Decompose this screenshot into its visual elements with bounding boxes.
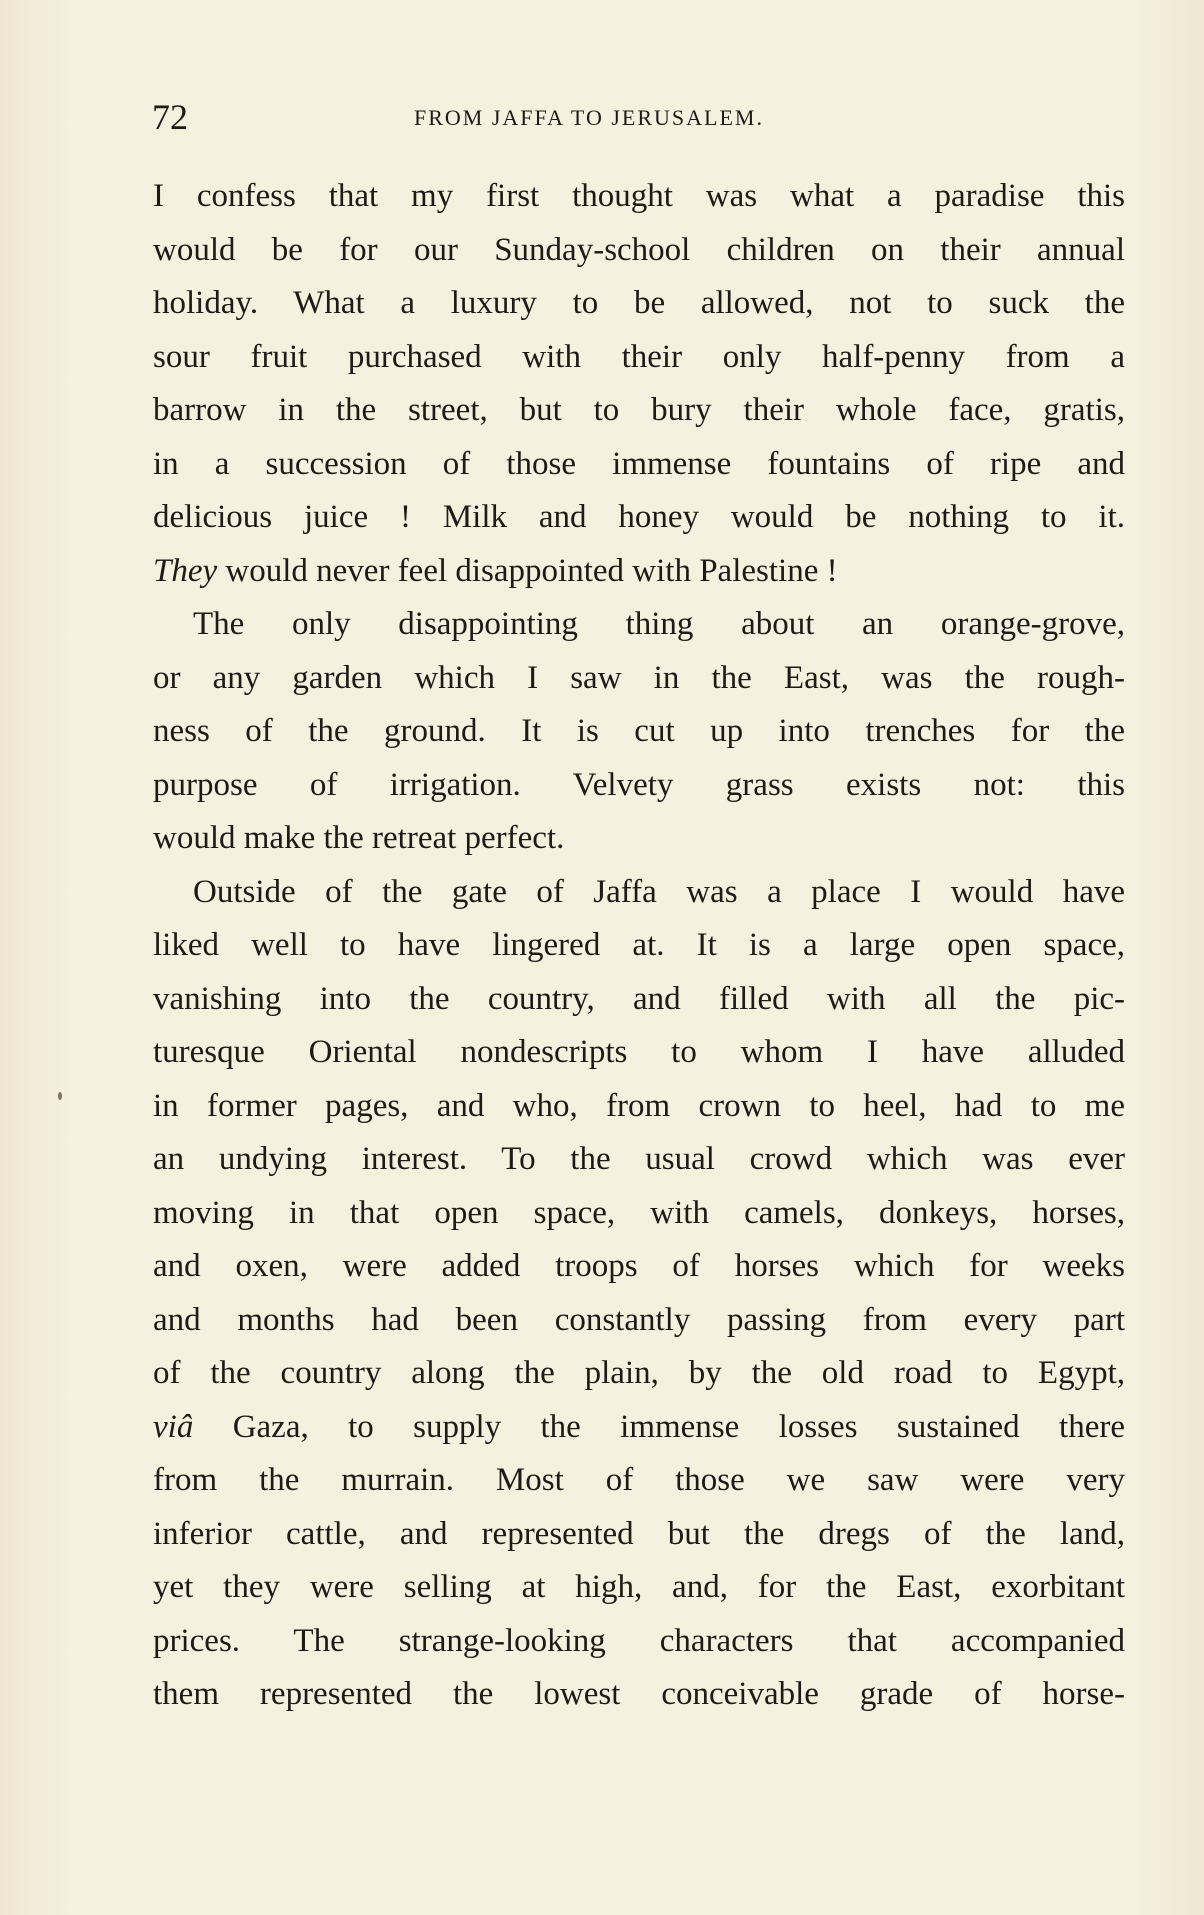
page-header [152,92,1122,142]
text-line: The only disappointing thing about an orange-grove, [193,606,1125,642]
text-line: vanishing into the country, and filled with all the pic- [153,980,1125,1017]
text-line: Outside of the gate of Jaffa was a place I would have [193,873,1125,910]
text-line: barrow in the street, but to bury their whole face, gratis, [153,392,1125,428]
text-line: viâ Gaza, to supply the immense losses sustained there [153,1408,1125,1445]
text-line: and oxen, were added troops of horses which for weeks [153,1248,1125,1284]
text-line: turesque Oriental nondescripts to whom I have alluded [153,1034,1125,1070]
text-line: holiday. What a luxury to be allowed, not to suck the [153,285,1125,321]
text-line: in former pages, and who, from crown to heel, had to me [153,1087,1125,1124]
text-line: in a succession of those immense fountains of ripe and [153,445,1125,482]
italic-word: viâ [153,1408,194,1445]
text-line: delicious juice ! Milk and honey would be nothing to it. [153,499,1125,535]
text-line: They would never feel disappointed with Palestine ! [153,552,838,589]
text-line: yet they were selling at high, and, for the East, exorbitant [153,1569,1125,1605]
text-line: I confess that my first thought was what a paradise this [153,178,1125,214]
text-line: would make the retreat perfect. [153,820,565,856]
text-line: them represented the lowest conceivable grade of horse- [153,1676,1125,1712]
text-line: of the country along the plain, by the old road to Egypt, [153,1355,1125,1391]
text-line: sour fruit purchased with their only half-penny from a [153,338,1125,375]
text-line: moving in that open space, with camels, donkeys, horses, [153,1194,1125,1231]
ink-speck [58,1092,62,1100]
italic-word: They [153,552,218,589]
text-line: prices. The strange-looking characters that accompanied [153,1622,1125,1659]
text-line: would be for our Sunday-school children on their annual [153,231,1125,268]
text-line: and months had been constantly passing from every part [153,1301,1125,1338]
body-text [153,170,1125,1722]
running-title: FROM JAFFA TO JERUSALEM. [414,105,764,130]
text-line: liked well to have lingered at. It is a large open space, [153,927,1125,963]
text-line: an undying interest. To the usual crowd which was ever [153,1141,1125,1177]
text-line: ness of the ground. It is cut up into trenches for the [153,713,1125,749]
text-line: inferior cattle, and represented but the dregs of the land, [153,1515,1125,1552]
text-line: purpose of irrigation. Velvety grass exists not: this [153,766,1125,803]
text-line: from the murrain. Most of those we saw were very [153,1462,1125,1498]
text-line: or any garden which I saw in the East, was the rough- [153,659,1125,696]
page-number: 72 [152,97,188,137]
